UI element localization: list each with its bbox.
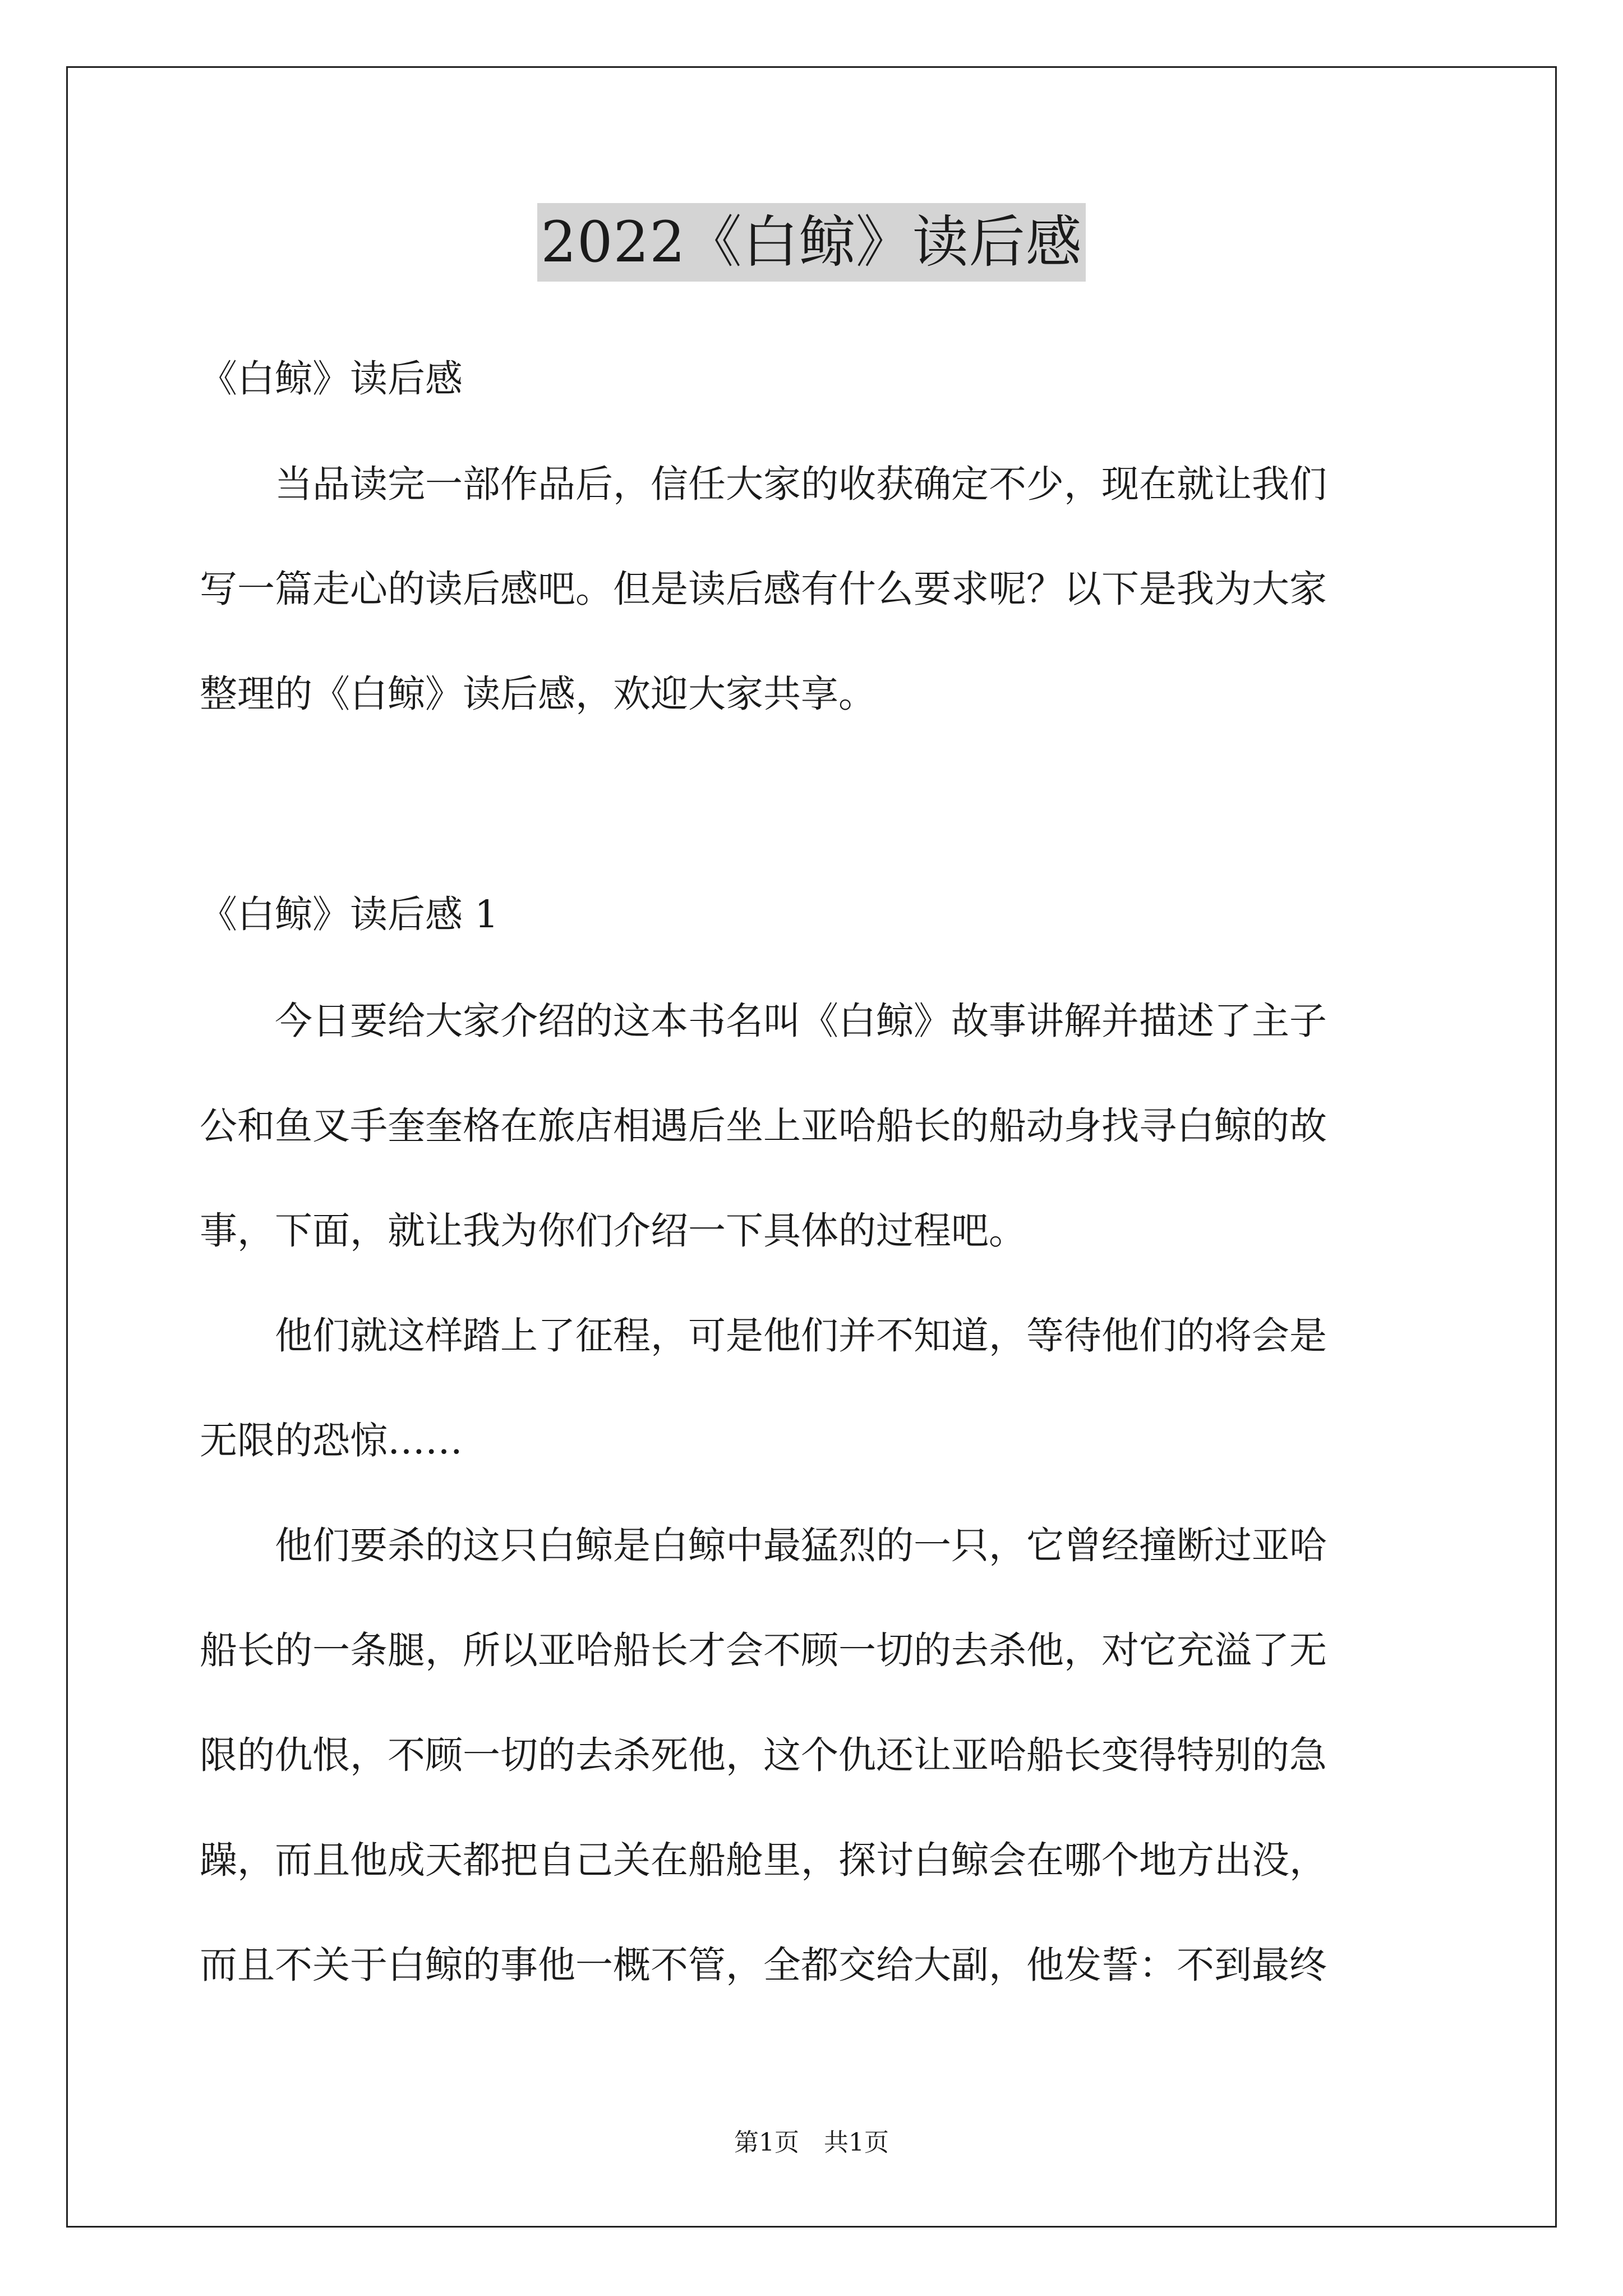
text-line: 船长的一条腿，所以亚哈船长才会不顾一切的去杀他，对它充溢了无 xyxy=(200,1628,1327,1672)
text-line: 公和鱼叉手奎奎格在旅店相遇后坐上亚哈船长的船动身找寻白鲸的故 xyxy=(200,1104,1327,1148)
document-title: 2022《白鲸》读后感 xyxy=(537,203,1086,282)
text-line: 今日要给大家介绍的这本书名叫《白鲸》故事讲解并描述了主子 xyxy=(200,999,1327,1043)
section-heading: 《白鲸》读后感 1 xyxy=(200,892,499,936)
text-line: 躁，而且他成天都把自己关在船舱里，探讨白鲸会在哪个地方出没， xyxy=(200,1838,1327,1882)
text-line: 他们就这样踏上了征程，可是他们并不知道，等待他们的将会是 xyxy=(200,1314,1327,1358)
section-body xyxy=(200,969,1433,2018)
page-footer: 第1页 共1页 xyxy=(734,2128,889,2157)
text-line: 事，下面，就让我为你们介绍一下具体的过程吧。 xyxy=(200,1209,1026,1253)
text-line: 限的仇恨，不顾一切的去杀死他，这个仇还让亚哈船长变得特别的急 xyxy=(200,1733,1327,1777)
text-line: 当品读完一部作品后，信任大家的收获确定不少，现在就让我们 xyxy=(200,462,1327,506)
intro-heading: 《白鲸》读后感 xyxy=(200,357,463,401)
text-line: 他们要杀的这只白鲸是白鲸中最猛烈的一只，它曾经撞断过亚哈 xyxy=(200,1524,1327,1567)
text-line: 写一篇走心的读后感吧。但是读后感有什么要求呢？以下是我为大家 xyxy=(200,567,1327,611)
text-line: 而且不关于白鲸的事他一概不管，全都交给大副，他发誓：不到最终 xyxy=(200,1943,1327,1987)
intro-paragraph xyxy=(200,432,1433,747)
title-container xyxy=(0,203,1623,282)
text-line: 无限的恐惊…… xyxy=(200,1419,463,1462)
text-line: 整理的《白鲸》读后感，欢迎大家共享。 xyxy=(200,672,876,716)
